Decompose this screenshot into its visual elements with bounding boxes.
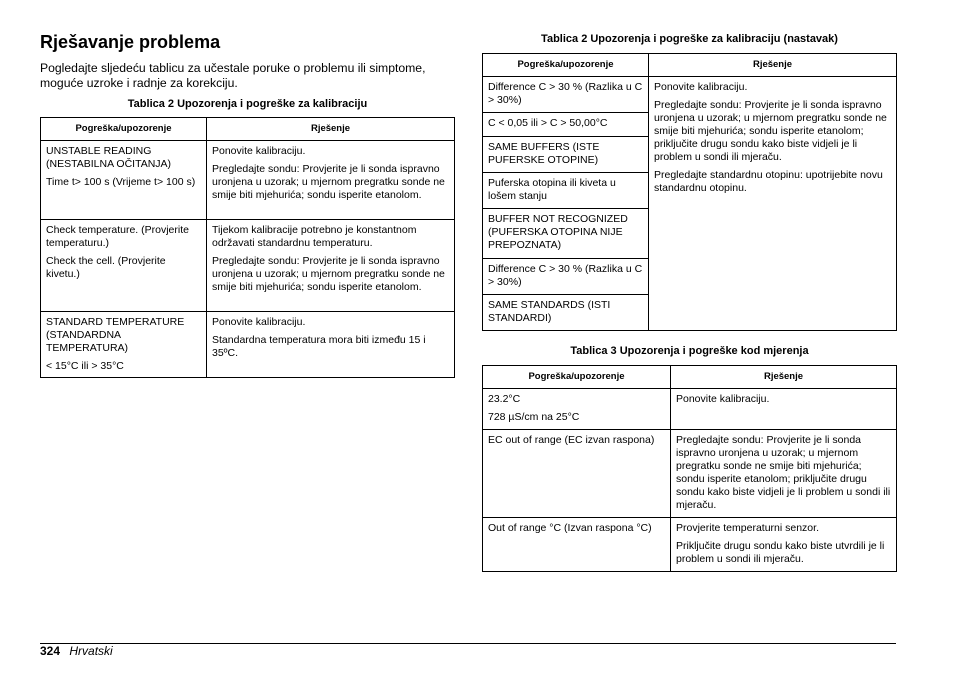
- measurement-table: [482, 365, 897, 572]
- solution-cell: [207, 220, 455, 312]
- cell-line: Ponovite kalibraciju.: [212, 145, 306, 157]
- page-title: Rješavanje problema: [40, 32, 221, 52]
- error-cell: Difference C > 30 % (Razlika u C > 30%): [483, 259, 649, 295]
- cell-line: Pregledajte standardnu otopinu: upotrijebite novu standardnu otopinu.: [654, 169, 883, 194]
- cell-line: Ponovite kalibraciju.: [212, 316, 306, 328]
- cell-line: Check the cell. (Provjerite kivetu.): [46, 255, 166, 280]
- cell-line: Check temperature. (Provjerite temperaturu.): [46, 224, 189, 249]
- table-row: [41, 312, 455, 378]
- error-cell: [41, 141, 207, 220]
- column-header-solution: Rješenje: [207, 118, 455, 141]
- cell-line: Provjerite temperaturni senzor.: [676, 522, 819, 534]
- cell-line: Pregledajte sondu: Provjerite je li sonda ispravno uronjena u uzorak; u mjernom pregratku sonde ne smije biti mjehurića; sondu isperite etanolom; priključite drugu sondu kako biste vidjeli je li problem u sondi ili mjeraču.: [676, 434, 891, 511]
- error-cell: [483, 518, 671, 572]
- cell-line: Tijekom kalibracije potrebno je konstantnom održavati standardnu temperaturu.: [212, 224, 417, 249]
- table-row: [483, 77, 897, 113]
- error-cell: [41, 312, 207, 378]
- cell-line: EC out of range (EC izvan raspona): [488, 434, 655, 446]
- cell-line: Pregledajte sondu: Provjerite je li sonda ispravno uronjena u uzorak; u mjernom pregratku sonde ne smije biti mjehurića; sondu isperite etanolom.: [212, 255, 445, 293]
- cell-line: Out of range °C (Izvan raspona °C): [488, 522, 652, 534]
- error-cell: C < 0,05 ili > C > 50,00°C: [483, 113, 649, 137]
- solution-cell: [207, 312, 455, 378]
- table-header-row: [483, 54, 897, 77]
- table-right-bottom-caption: Tablica 3 Upozorenja i pogreške kod mjerenja: [570, 345, 809, 357]
- cell-line: STANDARD TEMPERATURE (STANDARDNA TEMPERATURA): [46, 316, 185, 354]
- cell-line: Ponovite kalibraciju.: [654, 81, 748, 93]
- cell-line: 728 µS/cm na 25°C: [488, 411, 580, 423]
- shared-solution-cell: [649, 77, 897, 331]
- column-header-solution: Rješenje: [649, 54, 897, 77]
- solution-cell: [671, 430, 897, 518]
- page-footer: [40, 644, 113, 658]
- cell-line: UNSTABLE READING (NESTABILNA OČITANJA): [46, 145, 172, 170]
- cell-line: Ponovite kalibraciju.: [676, 393, 770, 405]
- column-header-error: Pogreška/upozorenje: [483, 54, 649, 77]
- column-header-error: Pogreška/upozorenje: [41, 118, 207, 141]
- table-row: [483, 389, 897, 430]
- intro-paragraph: Pogledajte sljedeću tablicu za učestale poruke o problemu ili simptome, moguće uzroke i radnje za korekciju.: [40, 61, 426, 90]
- error-cell: [483, 430, 671, 518]
- table-left-caption: Tablica 2 Upozorenja i pogreške za kalibraciju: [127, 98, 368, 110]
- error-cell: [41, 220, 207, 312]
- table-header-row: [41, 118, 455, 141]
- column-header-solution: Rješenje: [671, 366, 897, 389]
- column-header-error: Pogreška/upozorenje: [483, 366, 671, 389]
- error-cell: Difference C > 30 % (Razlika u C > 30%): [483, 77, 649, 113]
- page-number: 324: [40, 644, 61, 658]
- error-cell: [483, 389, 671, 430]
- cell-line: 23.2°C: [488, 393, 521, 405]
- cell-line: Pregledajte sondu: Provjerite je li sonda ispravno uronjena u uzorak; u mjernom pregratku sonde ne smije biti mjehurića; sondu isperite etanolom; priključite drugu sondu kako biste vidjeli je li problem u sondi ili mjeraču.: [654, 99, 887, 163]
- footer-rule: [40, 643, 896, 644]
- table-row: [41, 220, 455, 312]
- table-row: [483, 518, 897, 572]
- error-cell: BUFFER NOT RECOGNIZED (PUFERSKA OTOPINA NIJE PREPOZNATA): [483, 209, 649, 259]
- table-right-top-caption: Tablica 2 Upozorenja i pogreške za kalibraciju (nastavak): [541, 33, 838, 45]
- calibration-table: [40, 117, 455, 378]
- table-row: [41, 141, 455, 220]
- cell-line: Time t> 100 s (Vrijeme t> 100 s): [46, 176, 196, 188]
- error-cell: SAME STANDARDS (ISTI STANDARDI): [483, 295, 649, 331]
- solution-cell: [207, 141, 455, 220]
- error-cell: Puferska otopina ili kiveta u lošem stanju: [483, 173, 649, 209]
- cell-line: Standardna temperatura mora biti između 15 i 35ºC.: [212, 334, 426, 359]
- cell-line: < 15°C ili > 35°C: [46, 360, 124, 372]
- cell-line: Priključite drugu sondu kako biste utvrdili je li problem u sondi ili mjeraču.: [676, 540, 885, 565]
- error-cell: SAME BUFFERS (ISTE PUFERSKE OTOPINE): [483, 137, 649, 173]
- cell-line: Pregledajte sondu: Provjerite je li sonda ispravno uronjena u uzorak; u mjernom pregratku sonde ne smije biti mjehurića; sondu isperite etanolom.: [212, 163, 445, 201]
- calibration-table-continued: [482, 53, 897, 331]
- footer-language: Hrvatski: [69, 644, 113, 658]
- table-row: [483, 430, 897, 518]
- solution-cell: [671, 518, 897, 572]
- table-header-row: [483, 366, 897, 389]
- solution-cell: [671, 389, 897, 430]
